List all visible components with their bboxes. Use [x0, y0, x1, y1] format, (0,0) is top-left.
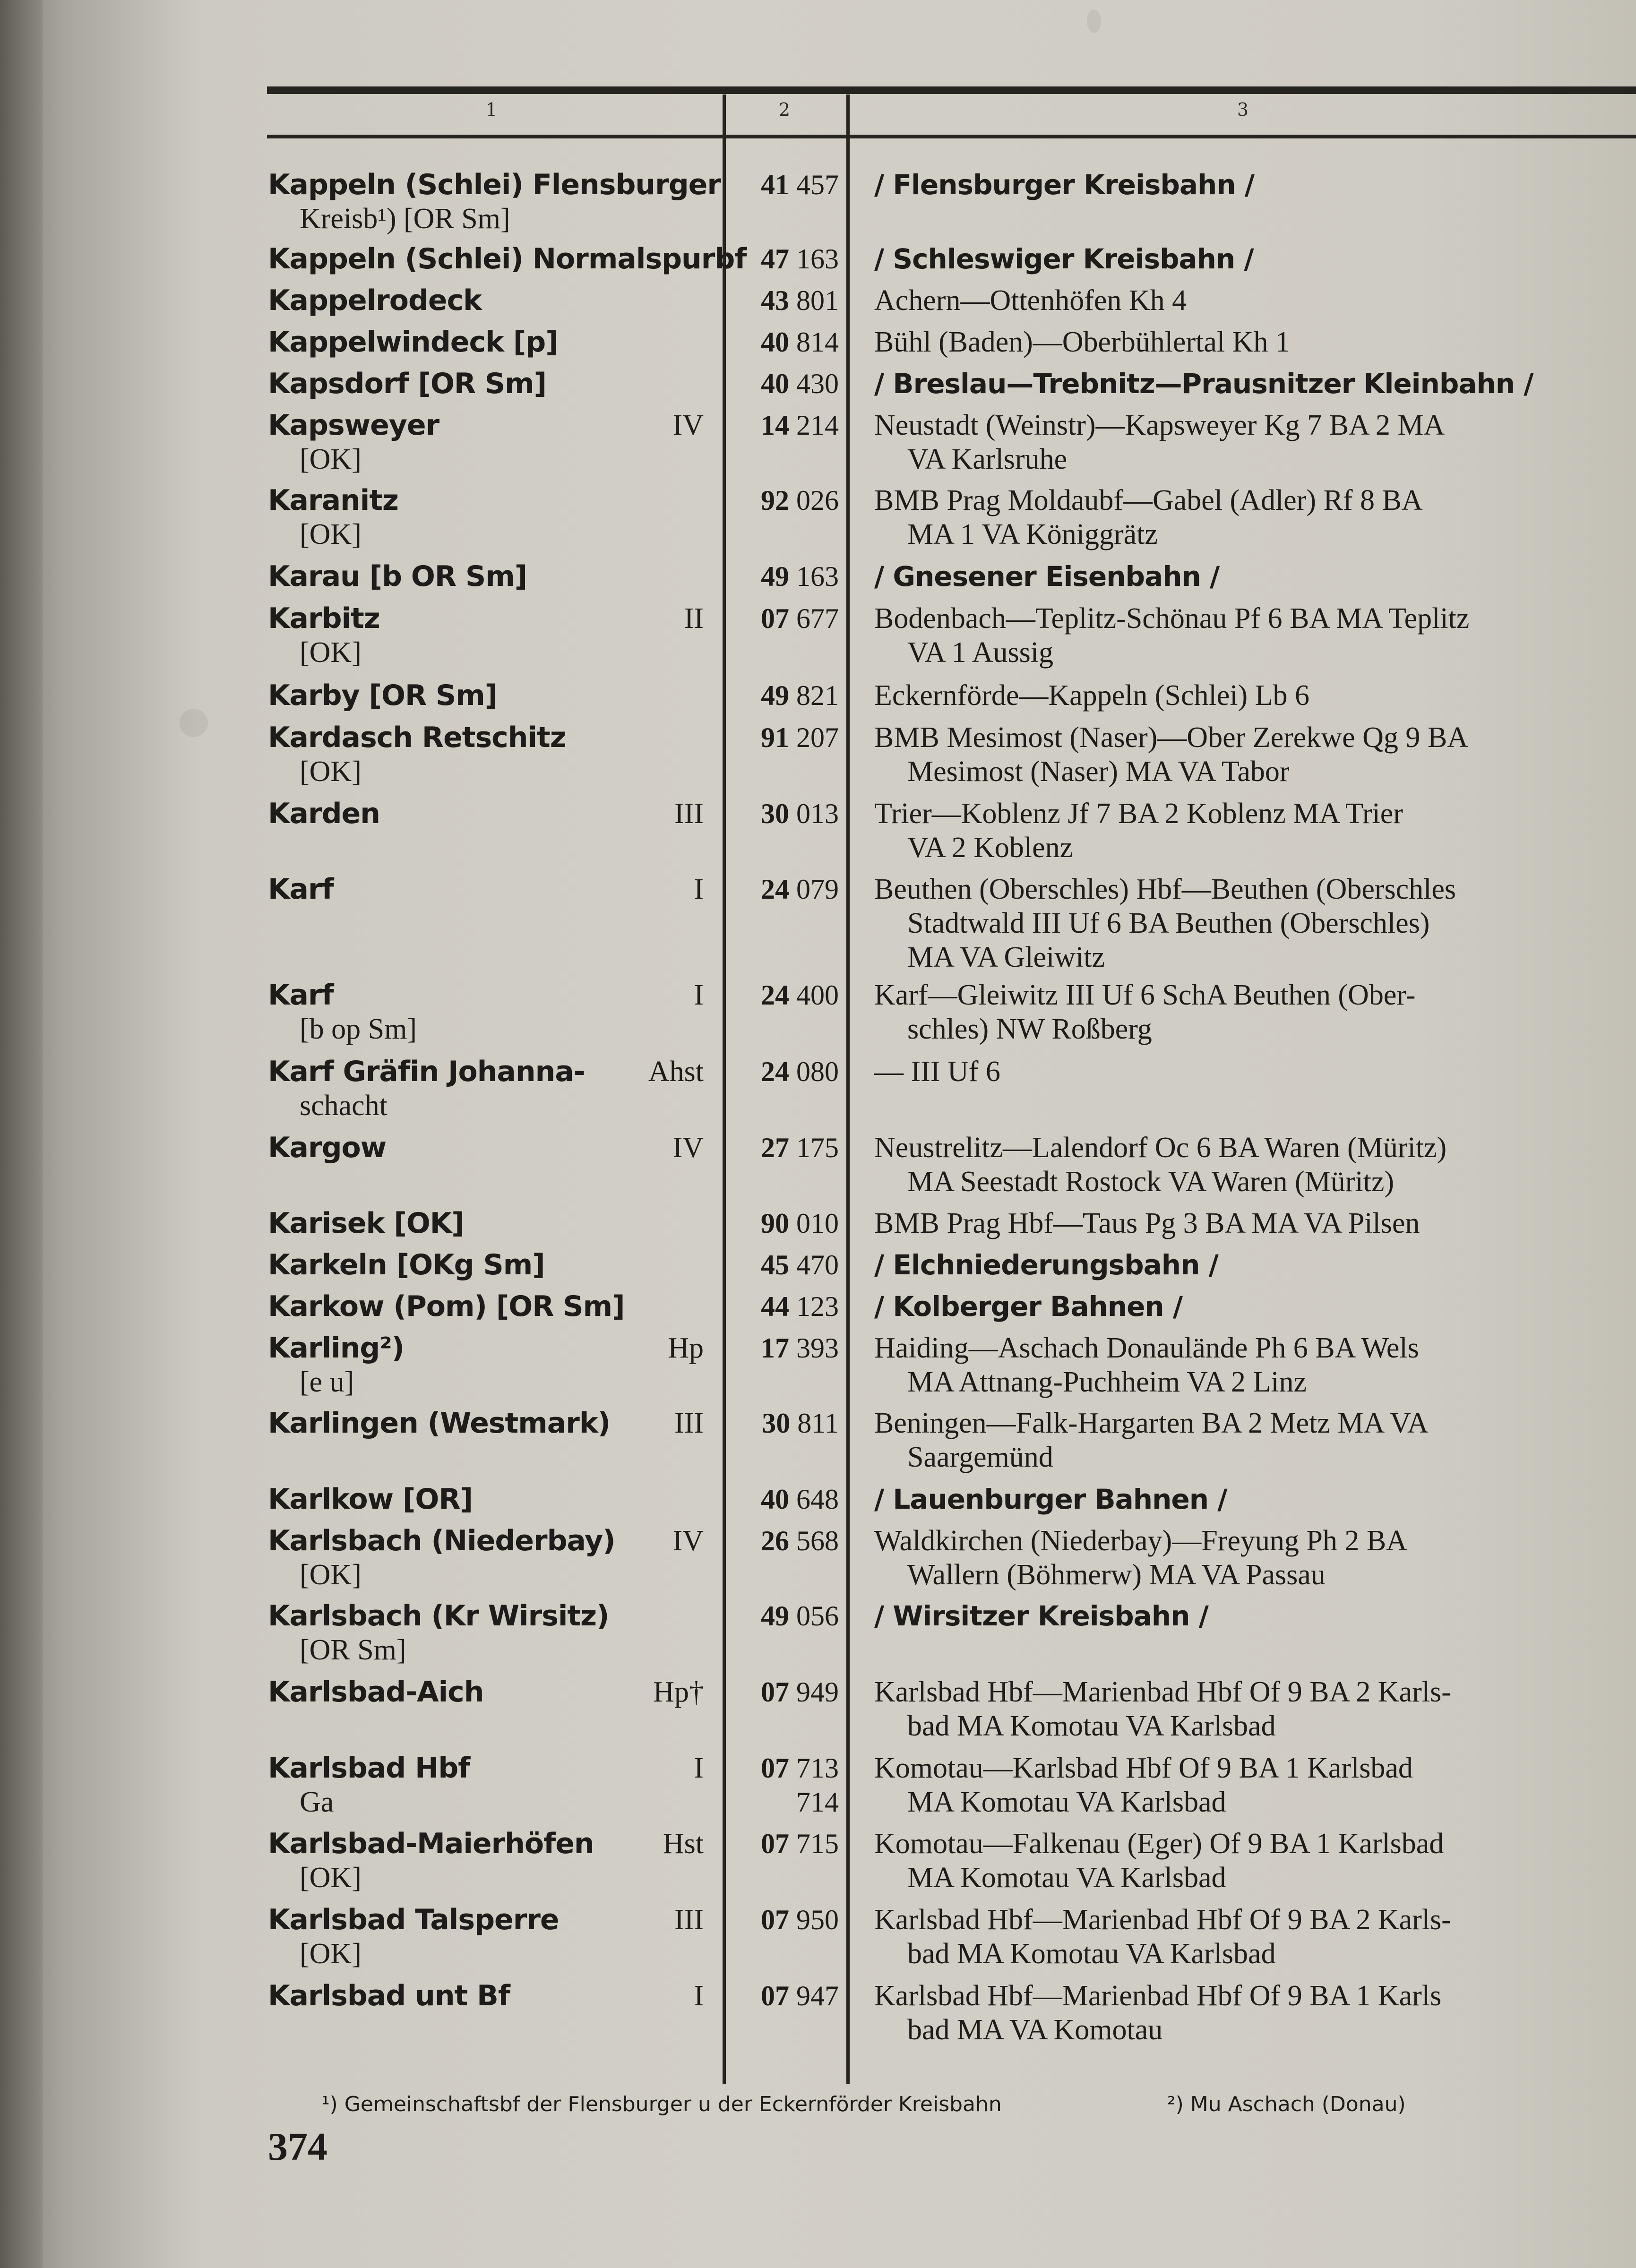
station-name: Kapsweyer: [268, 409, 439, 442]
station-number-suffix: 821: [796, 680, 839, 711]
station-number: [761, 284, 839, 318]
column-divider-left: [723, 138, 726, 2084]
station-note: [OK]: [300, 756, 362, 788]
route-description: Haiding—Aschach Donaulände Ph 6 BA Wels: [874, 1332, 1419, 1364]
station-number: [761, 559, 839, 593]
station-name: Kappelwindeck [p]: [268, 326, 558, 359]
station-class: IV: [672, 1525, 704, 1557]
station-name: Karkeln [OKg Sm]: [268, 1248, 545, 1281]
station-class: Ahst: [648, 1056, 704, 1088]
station-number-suffix: 400: [796, 979, 839, 1011]
route-description-continued: schles) NW Roßberg: [907, 1013, 1152, 1045]
station-number-prefix: 07: [761, 1676, 789, 1708]
station-number-suffix: 713: [796, 1753, 839, 1784]
station-number-suffix: 163: [796, 561, 839, 592]
station-number-suffix: 568: [796, 1525, 839, 1556]
route-description-continued: bad MA Komotau VA Karlsbad: [907, 1938, 1276, 1970]
route-description: Neustrelitz—Lalendorf Oc 6 BA Waren (Müritz): [874, 1132, 1447, 1164]
station-name: Kargow: [268, 1131, 387, 1164]
station-number-prefix: 40: [761, 368, 789, 399]
station-number-prefix: 17: [761, 1332, 789, 1364]
table-header-rule: [267, 135, 1636, 138]
route-description: Bodenbach—Teplitz-Schönau Pf 6 BA MA Teplitz: [874, 602, 1470, 635]
paper-spot: [1087, 9, 1101, 33]
route-description-continued: MA Komotau VA Karlsbad: [907, 1862, 1226, 1894]
station-class: I: [694, 873, 704, 905]
station-number-suffix: 811: [797, 1408, 839, 1439]
station-number: [761, 168, 839, 202]
route-description-continued: Saargemünd: [907, 1441, 1053, 1473]
route-description: Trier—Koblenz Jf 7 BA 2 Koblenz MA Trier: [874, 798, 1403, 830]
station-number: [761, 797, 839, 831]
footnote-1: ¹) Gemeinschaftsbf der Flensburger u der Eckernförder Kreisbahn: [321, 2092, 1002, 2116]
route-description-continued: Stadtwald III Uf 6 BA Beuthen (Oberschles) MA VA Gleiwitz: [907, 907, 1430, 973]
station-number: [761, 367, 839, 401]
station-number: [761, 872, 839, 906]
route-description-continued: Mesimost (Naser) MA VA Tabor: [907, 756, 1290, 788]
station-note: [OK]: [300, 1938, 362, 1970]
station-number-prefix: 40: [761, 1484, 789, 1515]
route-description-continued: MA Komotau VA Karlsbad: [907, 1786, 1226, 1818]
station-name: Kapsdorf [OR Sm]: [268, 367, 547, 400]
route-description-continued: MA Seestadt Rostock VA Waren (Müritz): [907, 1166, 1394, 1198]
station-number: [761, 1289, 839, 1323]
header-column-divider: [846, 94, 850, 135]
station-number-suffix: 470: [796, 1249, 839, 1280]
route-description: Achern—Ottenhöfen Kh 4: [874, 284, 1187, 317]
route-description-continued: VA 2 Koblenz: [907, 832, 1073, 864]
route-description: Beningen—Falk-Hargarten BA 2 Metz MA VA: [874, 1407, 1429, 1439]
station-number-suffix: 123: [796, 1291, 839, 1322]
station-number: [761, 325, 839, 359]
route-description: / Gnesener Eisenbahn /: [874, 560, 1220, 593]
station-number-prefix: 07: [761, 603, 789, 634]
station-name: Karlsbach (Kr Wirsitz): [268, 1599, 609, 1632]
station-number-suffix: 801: [796, 285, 839, 316]
column-header-2: 2: [778, 99, 791, 120]
station-number: [761, 978, 839, 1012]
station-name: Karden: [268, 797, 380, 830]
station-note: [OK]: [300, 518, 362, 550]
station-number-prefix: 14: [761, 410, 789, 441]
station-number-prefix: 41: [761, 169, 789, 200]
route-description-continued: bad MA Komotau VA Karlsbad: [907, 1710, 1276, 1742]
column-header-3: 3: [1237, 99, 1249, 120]
station-name: Karlsbach (Niederbay): [268, 1524, 615, 1557]
station-name: Karf Gräfin Johanna-: [268, 1055, 585, 1088]
station-number-prefix: 30: [761, 798, 789, 829]
page-number: 374: [268, 2125, 327, 2169]
station-number-suffix: 949: [796, 1676, 839, 1708]
station-number-suffix: 056: [796, 1600, 839, 1632]
station-number-suffix: 677: [796, 603, 839, 634]
station-number-prefix: 24: [761, 874, 789, 905]
route-description: Eckernförde—Kappeln (Schlei) Lb 6: [874, 679, 1310, 712]
station-class: Hp†: [653, 1676, 704, 1708]
station-number-prefix: 47: [761, 243, 789, 275]
station-name: Karlsbad Hbf: [268, 1752, 470, 1785]
route-description: BMB Prag Hbf—Taus Pg 3 BA MA VA Pilsen: [874, 1207, 1420, 1239]
station-number-suffix: 214: [796, 410, 839, 441]
station-number: [761, 1131, 839, 1165]
station-name: Karf: [268, 979, 334, 1012]
station-note: Ga: [300, 1786, 334, 1818]
station-class: Hst: [663, 1828, 704, 1860]
route-description: Karlsbad Hbf—Marienbad Hbf Of 9 BA 2 Karls-: [874, 1676, 1451, 1708]
station-number: [761, 1482, 839, 1516]
route-description: / Flensburger Kreisbahn /: [874, 169, 1254, 201]
station-number-prefix: 91: [761, 722, 789, 753]
station-number: [761, 1675, 839, 1709]
route-description: Komotau—Karlsbad Hbf Of 9 BA 1 Karlsbad: [874, 1752, 1413, 1784]
station-number: [761, 1903, 839, 1937]
station-name: Karf: [268, 873, 334, 906]
route-description: Bühl (Baden)—Oberbühlertal Kh 1: [874, 326, 1290, 358]
station-number: [761, 1248, 839, 1282]
station-name: Karlsbad unt Bf: [268, 1979, 510, 2012]
station-number-suffix: 163: [796, 243, 839, 275]
station-number: [761, 1524, 839, 1558]
station-number-prefix: 92: [761, 485, 789, 516]
station-number-suffix: 013: [796, 798, 839, 829]
station-name: Karisek [OK]: [268, 1207, 464, 1240]
station-number-prefix: 07: [761, 1904, 789, 1935]
station-number-suffix: 175: [796, 1132, 839, 1163]
route-description: / Schleswiger Kreisbahn /: [874, 243, 1254, 275]
station-number-suffix: 010: [796, 1208, 839, 1239]
station-number-prefix: 26: [761, 1525, 789, 1556]
station-number-suffix: 947: [796, 1980, 839, 2011]
station-number-suffix: 430: [796, 368, 839, 399]
station-number-prefix: 24: [761, 1056, 789, 1087]
station-name: Kardasch Retschitz: [268, 721, 566, 754]
route-description: — III Uf 6: [874, 1056, 1000, 1088]
station-number: [761, 1979, 839, 2013]
route-description: BMB Prag Moldaubf—Gabel (Adler) Rf 8 BA: [874, 484, 1423, 516]
station-number-prefix: 07: [761, 1980, 789, 2011]
route-description: / Lauenburger Bahnen /: [874, 1483, 1227, 1515]
station-class: Hp: [668, 1332, 704, 1364]
book-spine-shadow: [0, 0, 43, 2268]
station-number-prefix: 45: [761, 1249, 789, 1280]
station-note: [OR Sm]: [300, 1634, 406, 1666]
station-number: [761, 1751, 839, 1785]
station-number: [761, 1599, 839, 1633]
station-number-prefix: 49: [761, 1600, 789, 1632]
footnote-2: ²) Mu Aschach (Donau): [1167, 2092, 1406, 2116]
station-class: I: [694, 1980, 704, 2012]
station-number-prefix: 49: [761, 561, 789, 592]
station-number: [761, 483, 839, 517]
station-name: Karanitz: [268, 484, 398, 517]
station-class: III: [674, 798, 704, 830]
station-number: [761, 721, 839, 755]
station-note: [OK]: [300, 443, 362, 475]
station-number-suffix: 950: [796, 1904, 839, 1935]
route-description: / Wirsitzer Kreisbahn /: [874, 1600, 1208, 1632]
station-number-prefix: 49: [761, 680, 789, 711]
column-divider-right: [846, 138, 850, 2084]
station-number: [761, 679, 839, 713]
station-note: [OK]: [300, 1862, 362, 1894]
route-description: Beuthen (Oberschles) Hbf—Beuthen (Oberschles: [874, 873, 1456, 905]
station-number: [761, 1331, 839, 1365]
station-number-suffix: 814: [796, 326, 839, 358]
station-note: Kreisb¹) [OR Sm]: [300, 203, 510, 235]
route-description-continued: MA Attnang-Puchheim VA 2 Linz: [907, 1366, 1307, 1398]
station-name: Kappelrodeck: [268, 284, 482, 317]
station-number-prefix: 07: [761, 1828, 789, 1859]
paper-spot: [180, 709, 208, 737]
header-column-divider: [723, 94, 726, 135]
route-description-continued: bad MA VA Komotau: [907, 2014, 1163, 2046]
station-number-prefix: 44: [761, 1291, 789, 1322]
station-number-prefix: 40: [761, 326, 789, 358]
route-description-continued: VA 1 Aussig: [907, 636, 1053, 669]
station-number: [761, 1055, 839, 1089]
route-description: Karf—Gleiwitz III Uf 6 SchA Beuthen (Ober-: [874, 979, 1416, 1011]
station-number: [761, 242, 839, 276]
station-name: Karlkow [OR]: [268, 1483, 473, 1516]
station-name: Karlsbad Talsperre: [268, 1903, 559, 1936]
station-name: Karbitz: [268, 602, 380, 635]
station-number-suffix: 393: [796, 1332, 839, 1364]
station-number: [761, 1827, 839, 1861]
station-class: II: [684, 602, 704, 635]
station-number-prefix: 07: [761, 1753, 789, 1784]
station-number-prefix: 27: [761, 1132, 789, 1163]
station-class: III: [674, 1407, 704, 1439]
station-number: [761, 408, 839, 442]
route-description: Karlsbad Hbf—Marienbad Hbf Of 9 BA 1 Karls: [874, 1980, 1442, 2012]
route-description: / Elchniederungsbahn /: [874, 1249, 1218, 1281]
station-name: Karby [OR Sm]: [268, 679, 498, 712]
station-number-prefix: 90: [761, 1208, 789, 1239]
station-number-alt: 714: [796, 1787, 839, 1818]
station-number-suffix: 079: [796, 874, 839, 905]
station-name: Karling²): [268, 1332, 405, 1365]
station-number-suffix: 080: [796, 1056, 839, 1087]
station-note: [OK]: [300, 636, 362, 669]
station-note: [e u]: [300, 1366, 354, 1398]
station-name: Kappeln (Schlei) Normalspurbf: [268, 242, 747, 275]
table-top-rule: [267, 86, 1636, 94]
route-description-continued: VA Karlsruhe: [907, 443, 1068, 475]
station-name: Karkow (Pom) [OR Sm]: [268, 1290, 625, 1323]
station-name: Karlingen (Westmark): [268, 1407, 611, 1440]
station-number: [762, 1406, 839, 1440]
station-note: [OK]: [300, 1559, 362, 1591]
station-class: III: [674, 1904, 704, 1936]
station-note: schacht: [300, 1090, 387, 1122]
route-description: Karlsbad Hbf—Marienbad Hbf Of 9 BA 2 Karls-: [874, 1904, 1451, 1936]
route-description: / Kolberger Bahnen /: [874, 1290, 1183, 1323]
station-name: Karau [b OR Sm]: [268, 560, 527, 593]
route-description: Neustadt (Weinstr)—Kapsweyer Kg 7 BA 2 MA: [874, 409, 1445, 441]
station-number-suffix: 648: [796, 1484, 839, 1515]
route-description: Waldkirchen (Niederbay)—Freyung Ph 2 BA: [874, 1525, 1407, 1557]
station-name: Karlsbad-Aich: [268, 1675, 484, 1709]
station-class: I: [694, 1752, 704, 1784]
station-class: I: [694, 979, 704, 1011]
station-number-suffix: 715: [796, 1828, 839, 1859]
station-number-prefix: 30: [762, 1408, 791, 1439]
route-description-continued: Wallern (Böhmerw) MA VA Passau: [907, 1559, 1326, 1591]
route-description: / Breslau—Trebnitz—Prausnitzer Kleinbahn /: [874, 368, 1533, 400]
route-description: BMB Mesimost (Naser)—Ober Zerekwe Qg 9 BA: [874, 722, 1468, 754]
route-description: Komotau—Falkenau (Eger) Of 9 BA 1 Karlsbad: [874, 1828, 1444, 1860]
station-name: Karlsbad-Maierhöfen: [268, 1827, 594, 1860]
station-number-prefix: 24: [761, 979, 789, 1011]
station-number-suffix: 457: [796, 169, 839, 200]
station-class: IV: [672, 1132, 704, 1164]
station-number-suffix: 207: [796, 722, 839, 753]
station-name: Kappeln (Schlei) Flensburger: [268, 168, 721, 201]
station-note: [b op Sm]: [300, 1013, 417, 1045]
station-number: [761, 601, 839, 636]
column-header-1: 1: [485, 99, 498, 120]
station-class: IV: [672, 409, 704, 441]
station-number: [761, 1206, 839, 1240]
route-description-continued: MA 1 VA Königgrätz: [907, 518, 1158, 550]
station-number-prefix: 43: [761, 285, 789, 316]
station-number-suffix: 026: [796, 485, 839, 516]
